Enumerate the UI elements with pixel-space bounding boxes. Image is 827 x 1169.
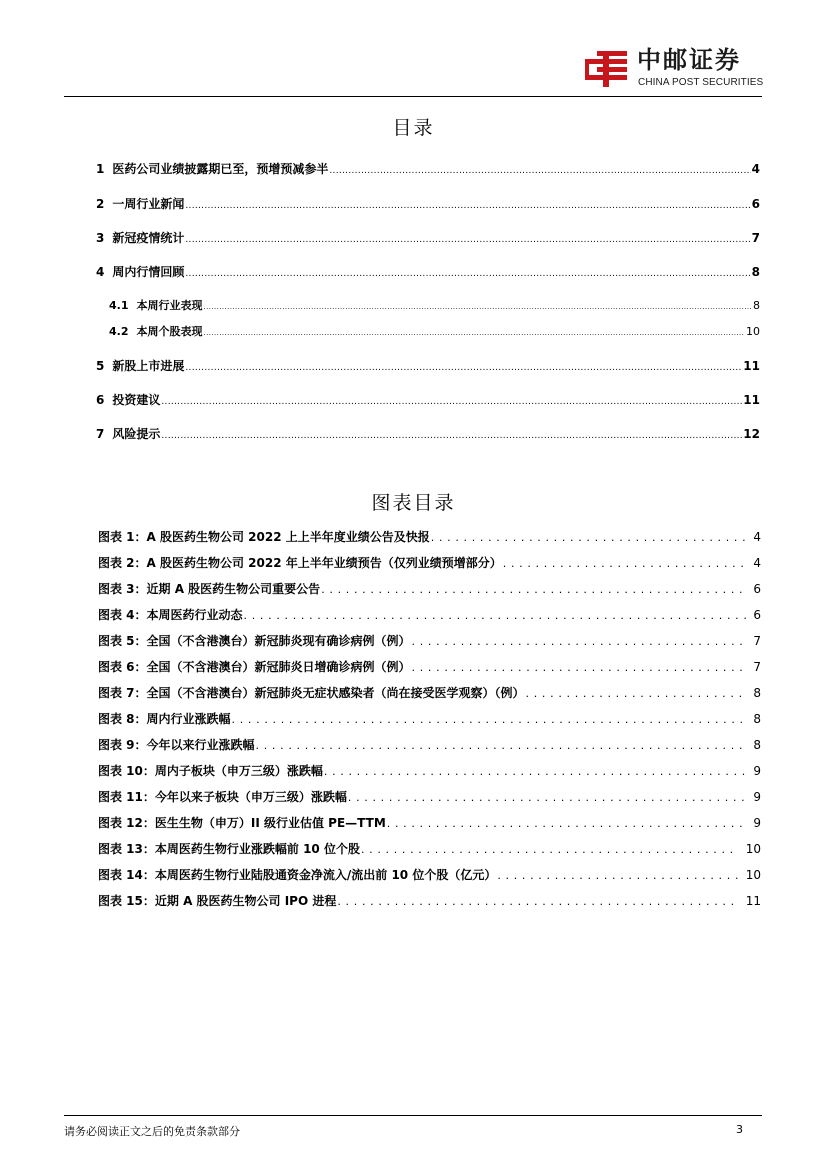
figure-page: 7: [753, 660, 761, 674]
toc-entry-number: 5: [96, 359, 105, 373]
dot-leader: [161, 394, 742, 407]
figure-title: A 股医药生物公司 2022 年上半年业绩预告（仅列业绩预增部分）: [146, 556, 502, 570]
dot-leader: [185, 232, 750, 245]
dot-leader: [185, 266, 750, 279]
figure-page: 6: [753, 608, 761, 622]
toc-entry-page: 8: [753, 299, 760, 312]
figure-page: 7: [753, 634, 761, 648]
figure-title: 周内行业涨跌幅: [146, 712, 231, 726]
dot-leader: [412, 661, 747, 673]
toc-entry-page: 4: [751, 162, 760, 176]
figure-title: 周内子板块（申万三级）涨跌幅: [154, 764, 323, 778]
figure-page: 10: [745, 868, 761, 882]
figure-page: 6: [753, 582, 761, 596]
dot-leader: [412, 635, 747, 647]
toc-entry-number: 4.2: [109, 325, 129, 338]
toc-entry-page: 11: [743, 393, 760, 407]
dot-leader: [321, 583, 746, 595]
toc-entry-title: 一周行业新闻: [112, 197, 185, 211]
toc-entry[interactable]: [96, 195, 760, 212]
figure-page: 8: [753, 712, 761, 726]
footer-disclaimer: 请务必阅读正文之后的免责条款部分: [64, 1125, 240, 1138]
toc-entry[interactable]: [96, 425, 760, 442]
toc-entry-number: 7: [96, 427, 105, 441]
dot-leader: [185, 360, 742, 373]
dot-leader: [256, 739, 747, 751]
toc-title: 目录: [392, 117, 435, 139]
figure-label: 图表 13：: [98, 842, 155, 856]
dot-leader: [526, 687, 747, 699]
figure-label: 图表 6：: [98, 660, 147, 674]
figure-title: 今年以来行业涨跌幅: [146, 738, 255, 752]
dot-leader: [204, 300, 753, 311]
toc-entry-title: 医药公司业绩披露期已至，预增预减参半: [112, 162, 329, 176]
dot-leader: [497, 869, 738, 881]
figure-title: 今年以来子板块（申万三级）涨跌幅: [154, 790, 347, 804]
figure-label: 图表 1：: [98, 530, 147, 544]
toc-entry-page: 6: [751, 197, 760, 211]
dot-leader: [244, 609, 747, 621]
figure-title: 本周医药生物行业陆股通资金净流入/流出前 10 位个股（亿元）: [154, 868, 497, 882]
figure-entry[interactable]: [98, 528, 761, 545]
dot-leader: [503, 557, 747, 569]
figure-entry[interactable]: [98, 554, 761, 571]
figure-label: 图表 14：: [98, 868, 155, 882]
figure-entry[interactable]: [98, 632, 761, 649]
toc-entry-number: 3: [96, 231, 105, 245]
figure-entry[interactable]: [98, 580, 761, 597]
toc-entry-page: 12: [743, 427, 760, 441]
figure-entry[interactable]: [98, 710, 761, 727]
figure-label: 图表 9：: [98, 738, 147, 752]
figure-page: 10: [745, 842, 761, 856]
figure-entry[interactable]: [98, 866, 761, 883]
toc-entry[interactable]: [96, 391, 760, 408]
toc-entry-page: 11: [743, 359, 760, 373]
figure-title: 全国（不含港澳台）新冠肺炎现有确诊病例（例）: [146, 634, 411, 648]
figure-title: 医生生物（申万）II 级行业估值 PE—TTM: [154, 816, 386, 830]
figure-page: 4: [753, 556, 761, 570]
toc-subentry[interactable]: [109, 323, 760, 339]
toc-entry-title: 投资建议: [112, 393, 161, 407]
toc-entry-number: 4.1: [109, 299, 129, 312]
toc-entry-number: 6: [96, 393, 105, 407]
figure-page: 4: [753, 530, 761, 544]
toc-subentry[interactable]: [109, 297, 760, 313]
figure-label: 图表 10：: [98, 764, 155, 778]
brand-name-cn: 中邮证券: [637, 46, 741, 74]
toc-entry[interactable]: [96, 357, 760, 374]
toc-entry-title: 本周行业表现: [136, 299, 203, 312]
toc-entry-page: 10: [746, 325, 760, 338]
toc-entry-number: 2: [96, 197, 105, 211]
toc-entry-title: 本周个股表现: [136, 325, 203, 338]
dot-leader: [337, 895, 738, 907]
figure-label: 图表 11：: [98, 790, 155, 804]
figure-page: 9: [753, 790, 761, 804]
toc-entry-number: 4: [96, 265, 105, 279]
dot-leader: [361, 843, 739, 855]
figure-entry[interactable]: [98, 788, 761, 805]
figure-page: 8: [753, 738, 761, 752]
figure-title: 近期 A 股医药生物公司 IPO 进程: [154, 894, 337, 908]
figure-page: 9: [753, 764, 761, 778]
figure-entry[interactable]: [98, 840, 761, 857]
figure-title: 近期 A 股医药生物公司重要公告: [146, 582, 321, 596]
figure-entry[interactable]: [98, 684, 761, 701]
figure-label: 图表 3：: [98, 582, 147, 596]
figure-label: 图表 5：: [98, 634, 147, 648]
figure-page: 8: [753, 686, 761, 700]
toc-entry-title: 风险提示: [112, 427, 161, 441]
dot-leader: [387, 817, 747, 829]
brand-name-en: CHINA POST SECURITIES: [638, 77, 764, 88]
dot-leader: [161, 428, 742, 441]
figure-entry[interactable]: [98, 814, 761, 831]
figure-entry[interactable]: [98, 606, 761, 623]
toc-entry-title: 新冠疫情统计: [112, 231, 185, 245]
dot-leader: [329, 163, 750, 176]
figure-label: 图表 15：: [98, 894, 155, 908]
toc-entry[interactable]: [96, 160, 760, 177]
dot-leader: [324, 765, 746, 777]
toc-entry-title: 周内行情回顾: [112, 265, 185, 279]
figure-label: 图表 8：: [98, 712, 147, 726]
footer-divider: [64, 1115, 762, 1116]
header-divider: [64, 96, 762, 97]
toc-entry-page: 7: [751, 231, 760, 245]
toc-entry-number: 1: [96, 162, 105, 176]
dot-leader: [348, 791, 746, 803]
toc-entry-page: 8: [751, 265, 760, 279]
dot-leader: [204, 326, 746, 337]
figure-title: 全国（不含港澳台）新冠肺炎日增确诊病例（例）: [146, 660, 411, 674]
toc-entry[interactable]: [96, 229, 760, 246]
figure-entry[interactable]: [98, 658, 761, 675]
company-logo: [583, 46, 763, 92]
figure-title: A 股医药生物公司 2022 上上半年度业绩公告及快报: [146, 530, 430, 544]
figure-entry[interactable]: [98, 736, 761, 753]
figure-label: 图表 7：: [98, 686, 147, 700]
figure-label: 图表 2：: [98, 556, 147, 570]
china-post-logo-icon: [583, 48, 635, 88]
dot-leader: [431, 531, 747, 543]
figure-label: 图表 12：: [98, 816, 155, 830]
toc-entry[interactable]: [96, 263, 760, 280]
figure-label: 图表 4：: [98, 608, 147, 622]
figure-title: 本周医药生物行业涨跌幅前 10 位个股: [154, 842, 360, 856]
toc-entry-title: 新股上市进展: [112, 359, 185, 373]
figures-title: 图表目录: [371, 492, 456, 514]
figure-entry[interactable]: [98, 892, 761, 909]
figure-title: 全国（不含港澳台）新冠肺炎无症状感染者（尚在接受医学观察）（例）: [146, 686, 525, 700]
dot-leader: [232, 713, 747, 725]
figure-entry[interactable]: [98, 762, 761, 779]
figure-page: 9: [753, 816, 761, 830]
figure-title: 本周医药行业动态: [146, 608, 243, 622]
figure-page: 11: [745, 894, 761, 908]
dot-leader: [185, 198, 750, 211]
page-number: 3: [736, 1123, 743, 1136]
